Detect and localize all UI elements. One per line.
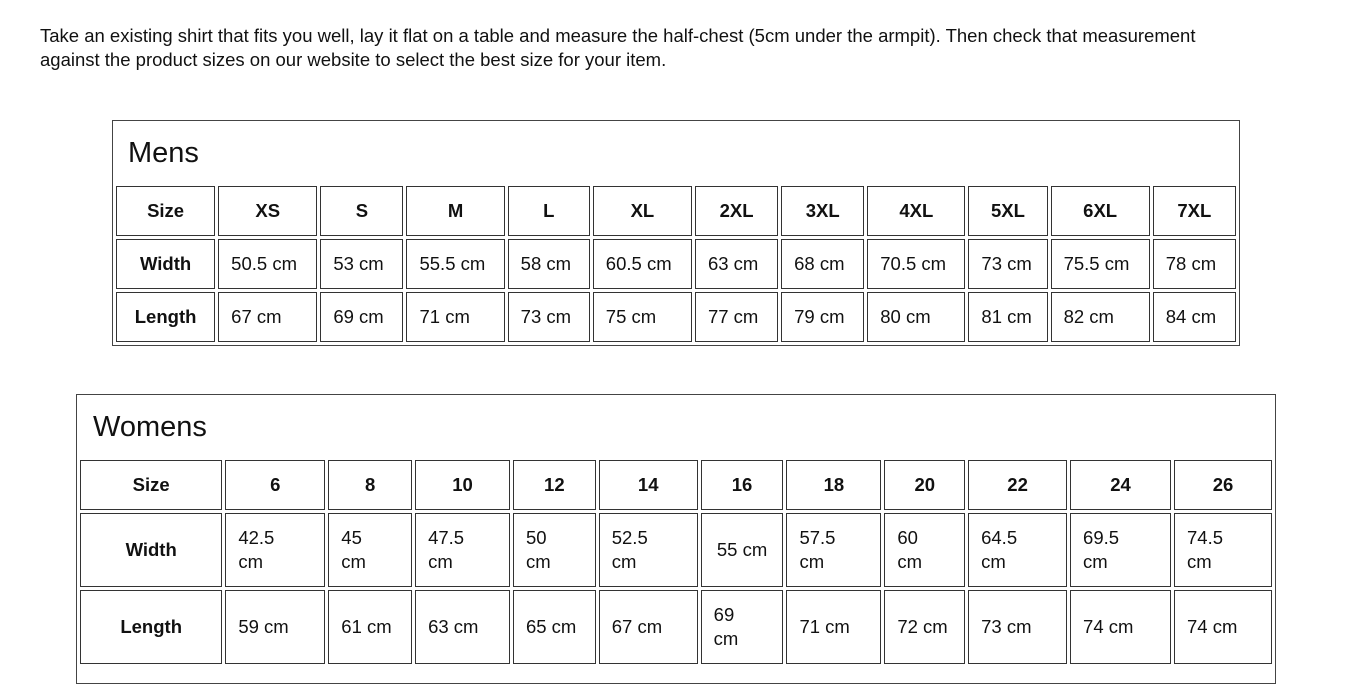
- width-cell: 68 cm: [781, 239, 864, 289]
- size-cell: L: [508, 186, 590, 236]
- width-cell: 47.5 cm: [415, 513, 510, 587]
- length-cell: 74 cm: [1070, 590, 1171, 664]
- width-row-header: Width: [116, 239, 215, 289]
- size-cell: 6XL: [1051, 186, 1150, 236]
- width-cell: 45 cm: [328, 513, 412, 587]
- width-cell: 73 cm: [968, 239, 1047, 289]
- size-guide-instructions: Take an existing shirt that fits you well, lay it flat on a table and measure the half-chest (5cm under the armpit). Then check that measurement against the product sizes on our website to select the best size for your item.: [40, 25, 1196, 70]
- size-cell: XL: [593, 186, 692, 236]
- width-cell: 42.5 cm: [225, 513, 325, 587]
- size-cell: XS: [218, 186, 317, 236]
- width-cell: 52.5 cm: [599, 513, 698, 587]
- mens-size-chart: [112, 120, 1240, 346]
- size-cell: 16: [701, 460, 784, 510]
- size-cell: S: [320, 186, 403, 236]
- size-cell: 8: [328, 460, 412, 510]
- width-cell: 64.5 cm: [968, 513, 1067, 587]
- length-row-header: Length: [116, 292, 215, 342]
- length-cell: 80 cm: [867, 292, 965, 342]
- length-cell: 71 cm: [406, 292, 504, 342]
- size-cell: 6: [225, 460, 325, 510]
- width-cell: 55 cm: [701, 513, 784, 587]
- size-cell: 4XL: [867, 186, 965, 236]
- length-cell: 82 cm: [1051, 292, 1150, 342]
- length-cell: 84 cm: [1153, 292, 1236, 342]
- womens-size-table: [77, 457, 1275, 667]
- size-cell: 7XL: [1153, 186, 1236, 236]
- length-cell: 67 cm: [218, 292, 317, 342]
- width-cell: 58 cm: [508, 239, 590, 289]
- length-cell: 59 cm: [225, 590, 325, 664]
- length-cell: 74 cm: [1174, 590, 1272, 664]
- mens-size-table: [113, 183, 1239, 345]
- size-cell: 12: [513, 460, 596, 510]
- width-cell: 63 cm: [695, 239, 778, 289]
- width-cell: 60.5 cm: [593, 239, 692, 289]
- length-cell: 69 cm: [701, 590, 784, 664]
- size-cell: 10: [415, 460, 510, 510]
- width-cell: 60 cm: [884, 513, 965, 587]
- size-cell: 22: [968, 460, 1067, 510]
- size-cell: 24: [1070, 460, 1171, 510]
- size-cell: 5XL: [968, 186, 1047, 236]
- size-cell: 2XL: [695, 186, 778, 236]
- length-cell: 65 cm: [513, 590, 596, 664]
- womens-size-chart: [76, 394, 1276, 684]
- size-cell: M: [406, 186, 504, 236]
- length-cell: 73 cm: [508, 292, 590, 342]
- length-cell: 73 cm: [968, 590, 1067, 664]
- width-row-header: Width: [80, 513, 222, 587]
- mens-chart-title: Mens: [128, 137, 199, 169]
- width-cell: 57.5 cm: [786, 513, 881, 587]
- length-cell: 77 cm: [695, 292, 778, 342]
- width-cell: 50 cm: [513, 513, 596, 587]
- width-cell: 78 cm: [1153, 239, 1236, 289]
- width-cell: 70.5 cm: [867, 239, 965, 289]
- length-cell: 69 cm: [320, 292, 403, 342]
- length-cell: 63 cm: [415, 590, 510, 664]
- length-cell: 72 cm: [884, 590, 965, 664]
- size-cell: 20: [884, 460, 965, 510]
- size-cell: 3XL: [781, 186, 864, 236]
- width-cell: 55.5 cm: [406, 239, 504, 289]
- width-cell: 53 cm: [320, 239, 403, 289]
- size-row-header: Size: [80, 460, 222, 510]
- width-cell: 69.5 cm: [1070, 513, 1171, 587]
- size-cell: 14: [599, 460, 698, 510]
- size-cell: 18: [786, 460, 881, 510]
- womens-chart-title: Womens: [93, 411, 207, 443]
- size-cell: 26: [1174, 460, 1272, 510]
- width-cell: 75.5 cm: [1051, 239, 1150, 289]
- length-row-header: Length: [80, 590, 222, 664]
- length-cell: 61 cm: [328, 590, 412, 664]
- size-row-header: Size: [116, 186, 215, 236]
- width-cell: 74.5 cm: [1174, 513, 1272, 587]
- length-cell: 81 cm: [968, 292, 1047, 342]
- length-cell: 67 cm: [599, 590, 698, 664]
- length-cell: 79 cm: [781, 292, 864, 342]
- length-cell: 71 cm: [786, 590, 881, 664]
- length-cell: 75 cm: [593, 292, 692, 342]
- width-cell: 50.5 cm: [218, 239, 317, 289]
